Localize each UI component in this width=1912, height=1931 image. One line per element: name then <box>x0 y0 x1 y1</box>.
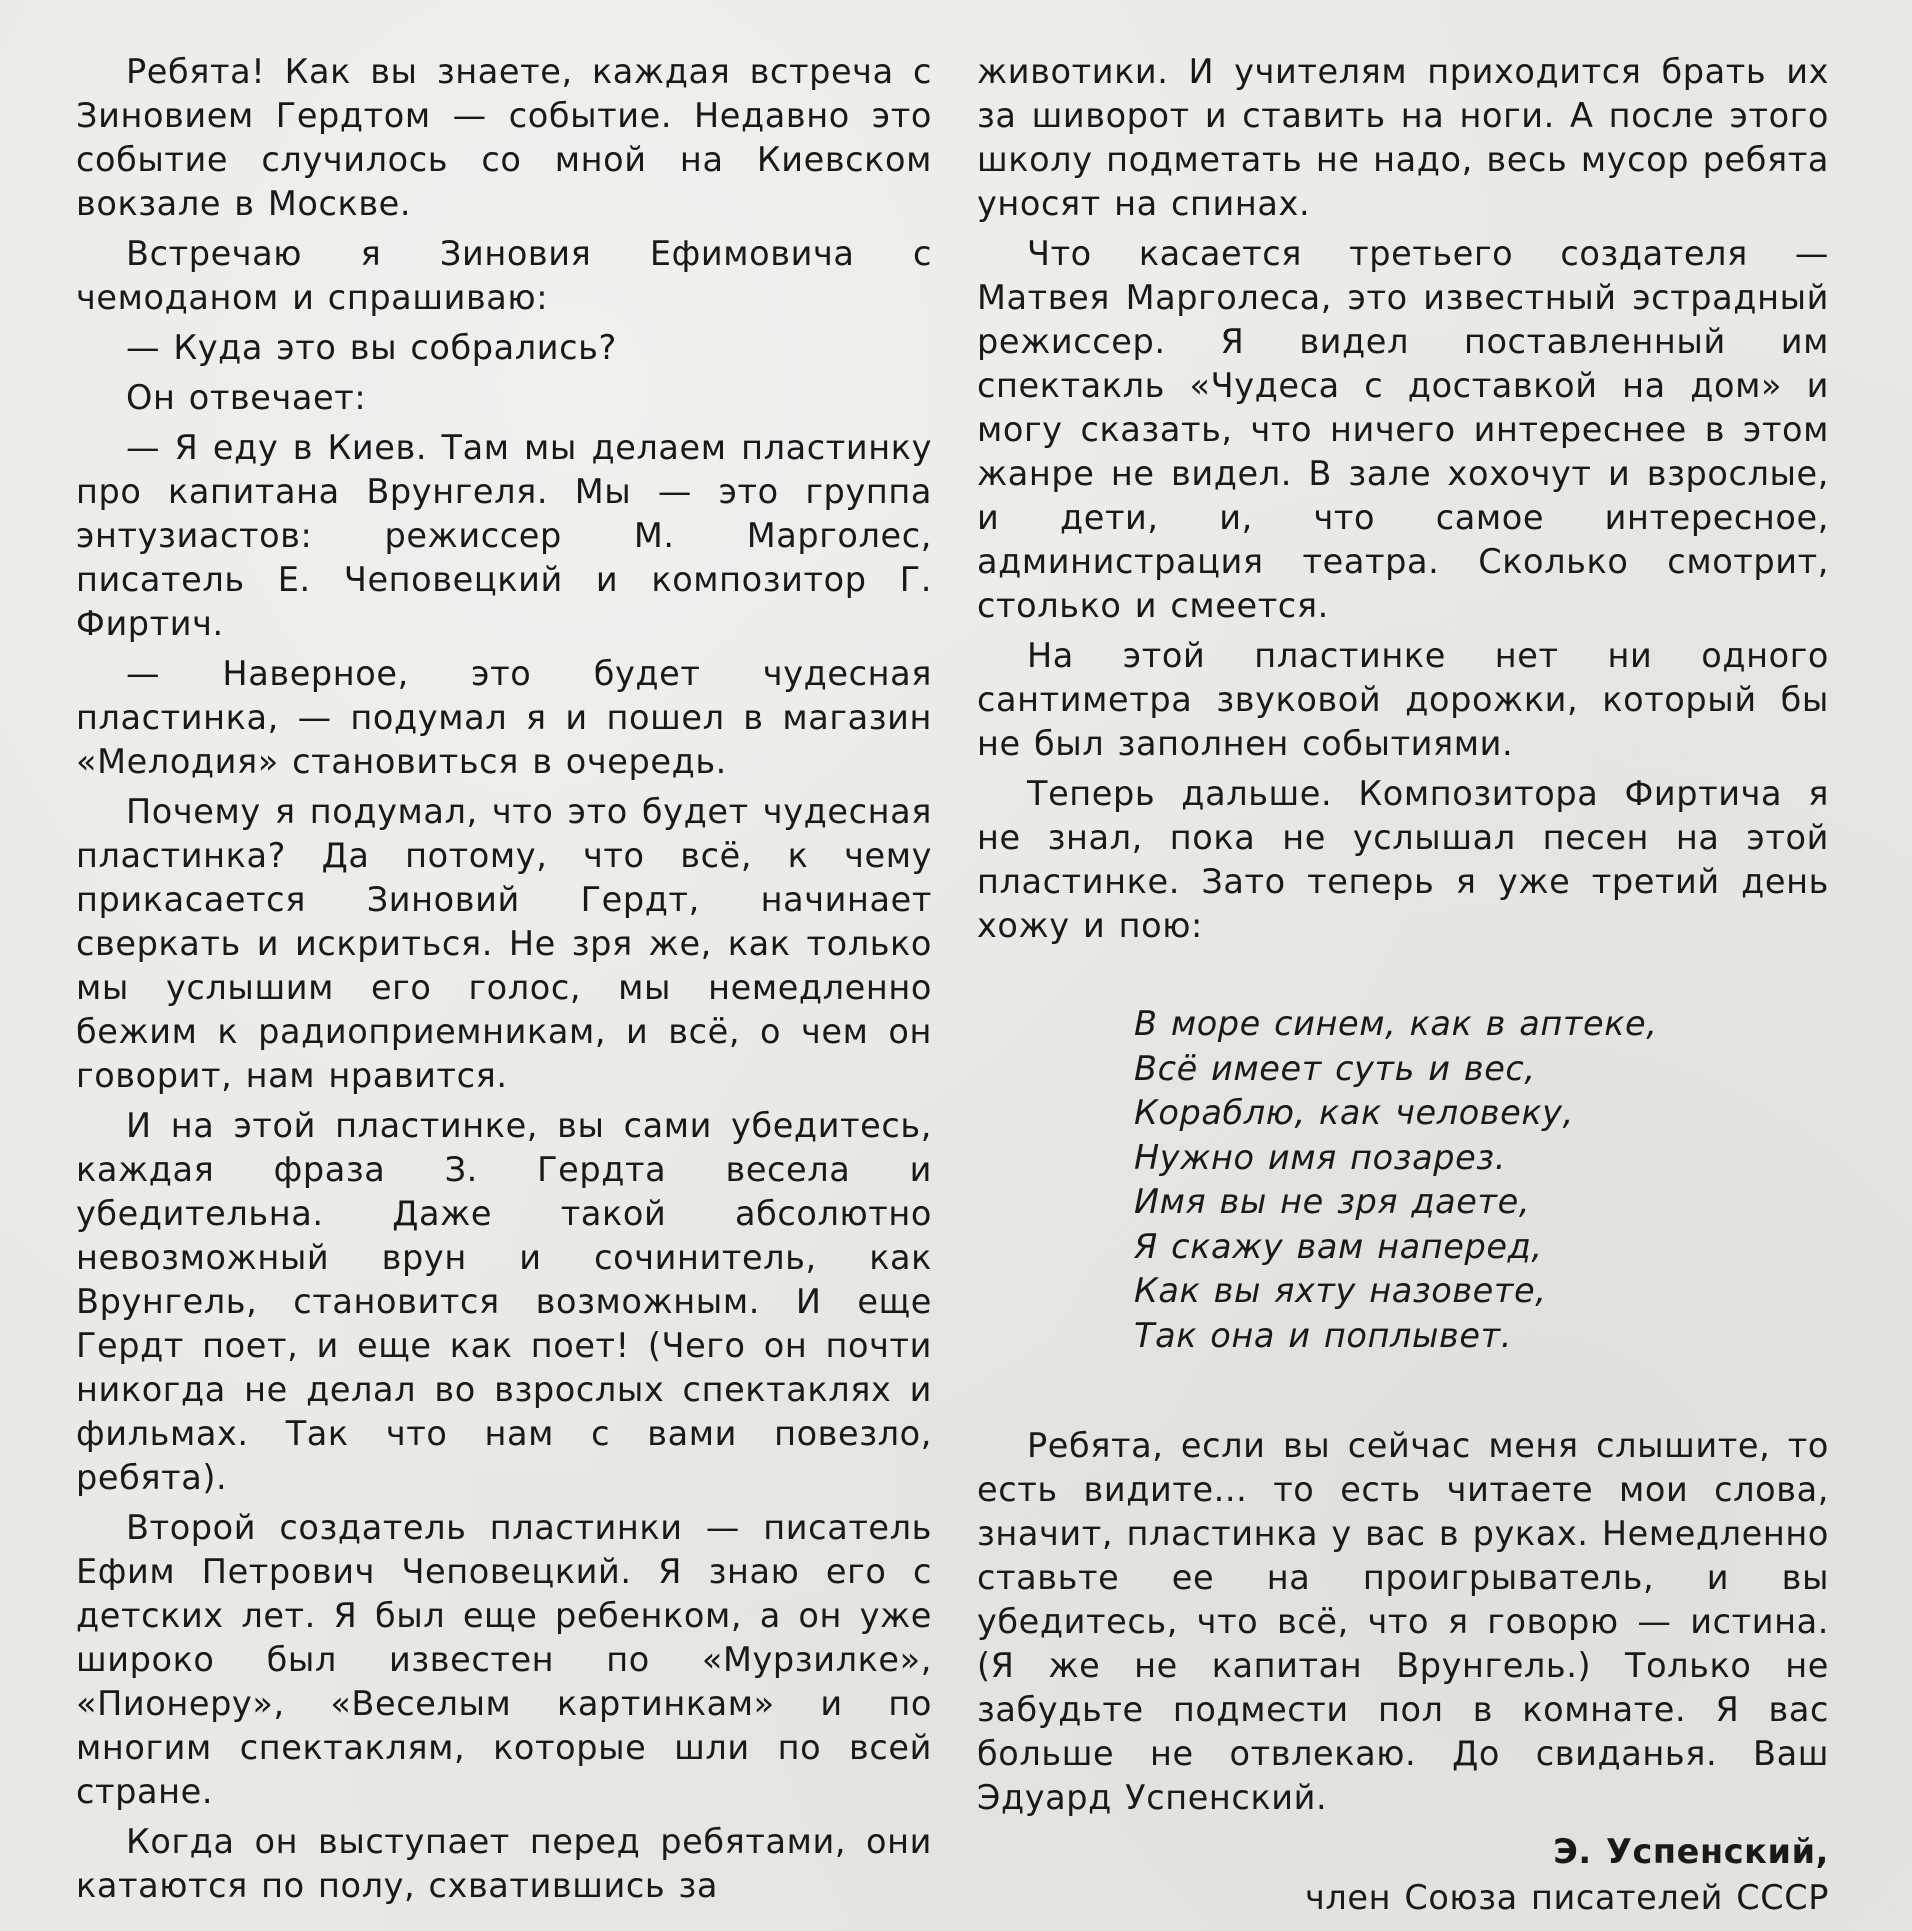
poem-line: Как вы яхту назовете, <box>1134 1271 1547 1310</box>
paragraph-firtich: Теперь дальше. Композитора Фиртича я не знал, пока не услышал песен на этой пластинке. Зато теперь я уже третий день хожу и пою: <box>977 774 1829 945</box>
poem-line: Кораблю, как человеку, <box>1134 1093 1574 1132</box>
paragraph-intro: Ребята! Как вы знаете, каждая встреча с Зиновием Гердтом — событие. Недавно это событие случилось со мной на Киевском вокзале в Москве. <box>76 52 932 223</box>
right-text-column <box>977 50 1829 1920</box>
signature-title: член Союза писателей СССР <box>1304 1878 1829 1917</box>
paragraph-why: Почему я подумал, что это будет чудесная пластинка? Да потому, что всё, к чему прикасается Зиновий Гердт, начинает сверкать и искриться. Не зря же, как только мы услышим его голос, мы немедленно бежим к радиоприемникам, и всё, о чем он говорит, нам нравится. <box>76 792 932 1095</box>
dialog-answer: — Я еду в Киев. Там мы делаем пластинку про капитана Врунгеля. Мы — это группа энтузиастов: режиссер М. Марголес, писатель Е. Чеповецкий и композитор Г. Фиртич. <box>76 428 932 643</box>
paragraph-soundtrack: На этой пластинке нет ни одного сантиметра звуковой дорожки, который бы не был заполнен событиями. <box>977 636 1829 763</box>
poem-line: Я скажу вам наперед, <box>1134 1226 1543 1266</box>
poem-line: Так она и поплывет. <box>1134 1315 1512 1355</box>
paragraph-meeting: Встречаю я Зиновия Ефимовича с чемоданом и спрашиваю: <box>76 234 932 317</box>
poem-line: Всё имеет суть и вес, <box>1134 1048 1536 1088</box>
dialog-answer-intro: Он отвечает: <box>126 378 367 417</box>
poem-line: Имя вы не зря даете, <box>1134 1182 1531 1221</box>
paragraph-closing: Ребята, если вы сейчас меня слышите, то есть видите... то есть читаете мои слова, значит, пластинка у вас в руках. Немедленно ставьте ее на проигрыватель, и вы убедитесь, что всё, что я говорю — истина. (Я же не капитан Врунгель.) Только не забудьте подмести пол в комнате. Я вас больше не отвлекаю. До свиданья. Ваш Эдуард Успенский. <box>977 1426 1829 1817</box>
song-verse <box>1134 1002 1829 1358</box>
paragraph-continuation: животики. И учителям приходится брать их за шиворот и ставить на ноги. А после этого школу подметать не надо, весь мусор ребята уносят на спинах. <box>977 52 1829 223</box>
signature-block <box>977 1830 1829 1920</box>
paragraph-chepovetsky: Второй создатель пластинки — писатель Ефим Петрович Чеповецкий. Я знаю его с детских лет. Я был еще ребенком, а он уже широко был известен по «Мурзилке», «Пионеру», «Веселым картинкам» и по многим спектаклям, которые шли по всей стране. <box>76 1508 932 1811</box>
poem-line: Нужно имя позарез. <box>1134 1137 1506 1177</box>
paragraph-performance: Когда он выступает перед ребятами, они катаются по полу, схватившись за <box>76 1822 932 1905</box>
dialog-question: — Куда это вы собрались? <box>126 328 617 367</box>
closing-section <box>977 1424 1829 1820</box>
dialog-thought: — Наверное, это будет чудесная пластинка, — подумал я и пошел в магазин «Мелодия» становиться в очередь. <box>76 654 932 781</box>
poem-line: В море синем, как в аптеке, <box>1134 1004 1658 1043</box>
signature-name: Э. Успенский, <box>1553 1832 1829 1871</box>
paragraph-gerdt: И на этой пластинке, вы сами убедитесь, каждая фраза З. Гердта весела и убедительна. Даже такой абсолютно невозможный врун и сочинитель, как Врунгель, становится возможным. И еще Гердт поет, и еще как поет! (Чего он почти никогда не делал во взрослых спектаклях и фильмах. Так что нам с вами повезло, ребята). <box>76 1106 932 1497</box>
left-text-column <box>76 50 932 1914</box>
paragraph-margoles: Что касается третьего создателя — Матвея Марголеса, это известный эстрадный режиссер. Я видел поставленный им спектакль «Чудеса с доставкой на дом» и могу сказать, что ничего интереснее в этом жанре не видел. В зале хохочут и взрослые, и дети, и, что самое интересное, администрация театра. Сколько смотрит, столько и смеется. <box>977 234 1829 625</box>
